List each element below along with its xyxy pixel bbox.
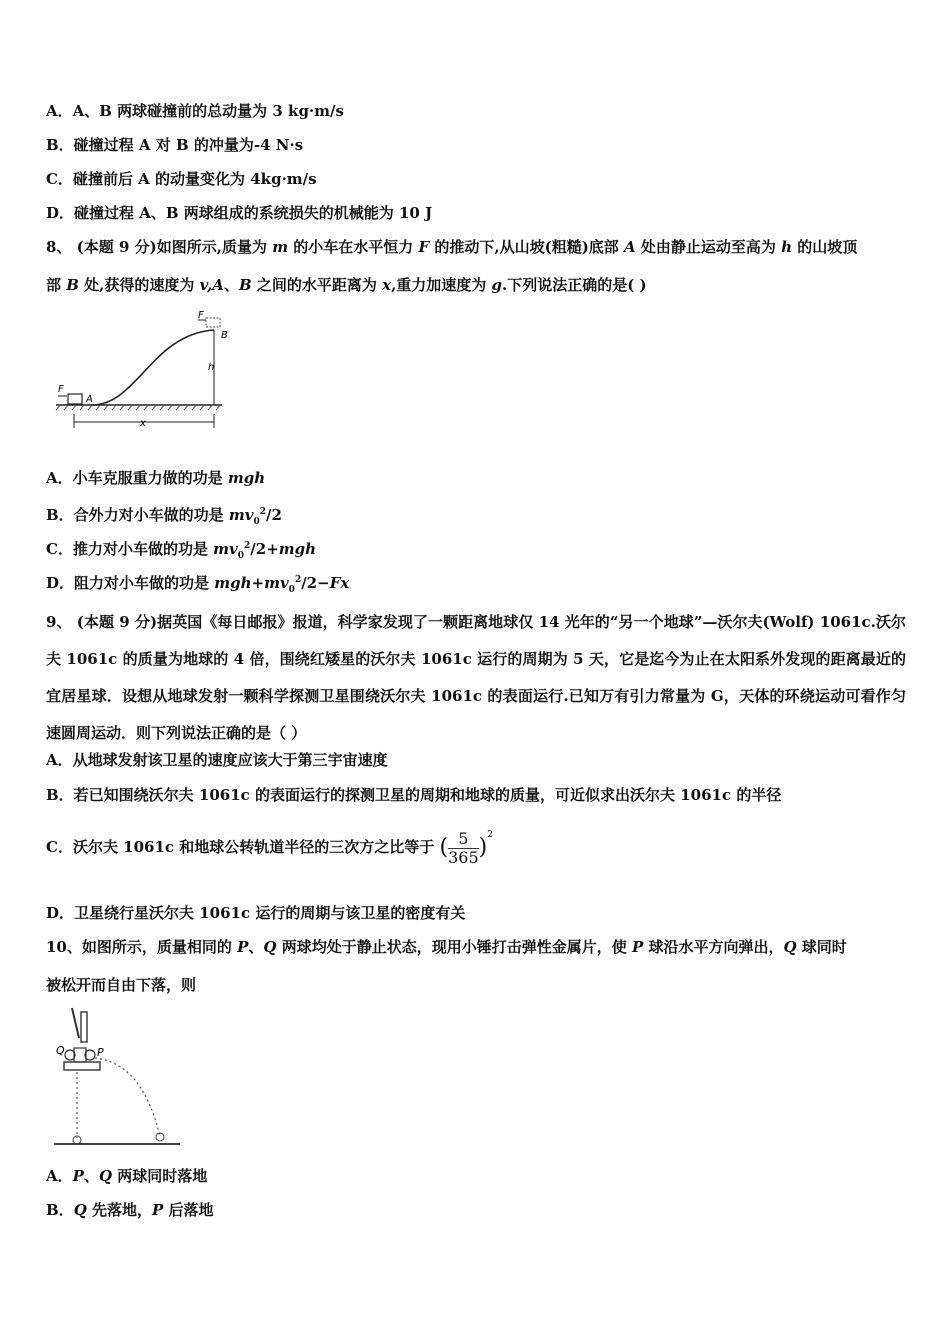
fraction: $\frac{5}{365}$ bbox=[448, 828, 479, 867]
label-a: A bbox=[86, 394, 93, 405]
q7-option-d: D．碰撞过程 A、B 两球组成的系统损失的机械能为 10 J bbox=[46, 204, 433, 222]
frac-right-paren: ) bbox=[478, 835, 488, 860]
q7-option-b: B．碰撞过程 A 对 B 的冲量为-4 N·s bbox=[46, 136, 304, 154]
stand bbox=[64, 1048, 100, 1070]
label-b: B bbox=[221, 330, 228, 341]
frac-exponent: 2 bbox=[487, 830, 493, 840]
q9-option-a: A．从地球发射该卫星的速度应该大于第三宇宙速度 bbox=[46, 751, 388, 769]
q9-option-b: B．若已知围绕沃尔夫 1061c 的表面运行的探测卫星的周期和地球的质量，可近似求出沃尔夫 1061c 的半径 bbox=[46, 786, 782, 804]
q10-option-a: A．P、Q 两球同时落地 bbox=[46, 1167, 208, 1185]
label-h: h bbox=[208, 362, 215, 373]
q8-option-b: B．合外力对小车做的功是 $mv_0^2/2$ bbox=[46, 506, 282, 527]
q10-apparatus-figure bbox=[50, 1004, 185, 1152]
cart-top bbox=[206, 318, 220, 327]
label-p: P bbox=[97, 1046, 104, 1059]
label-x: x bbox=[140, 418, 146, 429]
q9-option-d: D．卫星绕行星沃尔夫 1061c 运行的周期与该卫星的密度有关 bbox=[46, 904, 466, 922]
cart-bottom bbox=[68, 394, 82, 404]
q10-stem-line1: 10、如图所示，质量相同的 P、Q 两球均处于静止状态，现用小锤打击弹性金属片，使 P 球沿水平方向弹出，Q 球同时 bbox=[46, 938, 847, 956]
q8-stem-line1: 8、 (本题 9 分)如图所示,质量为 m 的小车在水平恒力 F 的推动下,从山坡(粗糙)底部 A 处由静止运动至高为 h 的山坡顶 bbox=[46, 238, 858, 256]
q8-option-c: C．推力对小车做的功是 $mv_0^2/2+mgh$ bbox=[46, 540, 317, 561]
hill-curve bbox=[92, 330, 214, 405]
q7-option-a: A．A、B 两球碰撞前的总动量为 3 kg·m/s bbox=[46, 102, 344, 120]
ground-line bbox=[56, 405, 222, 410]
q8-option-a: A．小车克服重力做的功是 mgh bbox=[46, 469, 266, 487]
q10-option-b: B．Q 先落地，P 后落地 bbox=[46, 1201, 214, 1219]
hammer bbox=[72, 1008, 87, 1042]
p-trajectory bbox=[95, 1058, 160, 1136]
q8-option-d: D．阻力对小车做的功是 $mgh+mv_0^2/2-Fx$ bbox=[46, 574, 350, 595]
label-f-top: F bbox=[198, 310, 204, 321]
q8-slope-figure bbox=[52, 306, 232, 436]
q8-stem-line2: 部 B 处,获得的速度为 v,A、B 之间的水平距离为 x,重力加速度为 g.下列说法正确的是( ) bbox=[46, 276, 647, 294]
label-q: Q bbox=[56, 1044, 65, 1057]
q10-stem-line2: 被松开而自由下落，则 bbox=[46, 976, 197, 994]
label-f-bottom: F bbox=[58, 384, 64, 395]
q7-option-c: C．碰撞前后 A 的动量变化为 4kg·m/s bbox=[46, 170, 317, 188]
q9-stem: 9、 (本题 9 分)据英国《每日邮报》报道，科学家发现了一颗距离地球仅 14 光年的“另一个地球”—沃尔夫(Wolf) 1061c.沃尔夫 1061c 的质量为地球的 4 倍，围绕红矮星的沃尔夫 1061c 运行的周期为 5 天，它是迄今为止在太阳系外发现的距离最近的宜居星球．设想从地球发射一颗科学探测卫星围绕沃尔夫 1061c 的表面运行.已知万有引力常量为 G，天体的环绕运动可看作匀速圆周运动．则下列说法正确的是（ ） bbox=[46, 613, 906, 742]
q9-option-c: C．沃尔夫 1061c 和地球公转轨道半径的三次方之比等于 ( $\frac{5}{365}$ )$^2$ bbox=[46, 828, 493, 867]
frac-left-paren: ( bbox=[439, 835, 449, 860]
